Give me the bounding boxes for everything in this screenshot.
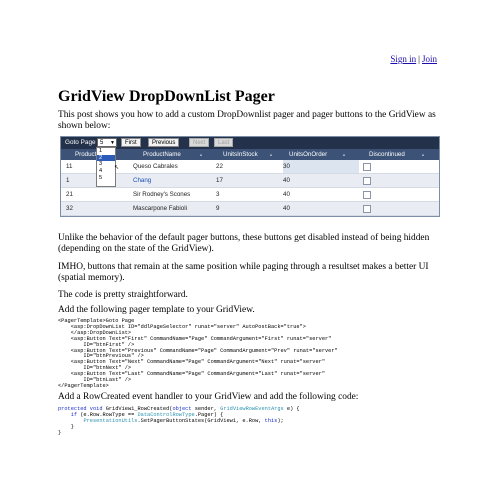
code-block-rowcreated: protected void GridView1_RowCreated(object sender, GridViewRowEventArgs e) { if (e.Row.RowType == DataControlRowType.Pager) { PresentationUtils.SetPagerButtonStates(GridView1, e.Row, this); } } [58,406,300,436]
dropdown-option[interactable]: 4 [99,168,103,175]
link-separator: | [418,54,420,64]
page-selector-value: 5 [100,140,104,146]
cell-units-in-stock: 3 [216,191,220,198]
next-button[interactable]: Next [189,138,209,147]
column-header-discontinued[interactable]: Discontinued [369,151,405,158]
highlighted-cell [283,160,359,173]
column-header-unitsinstock[interactable]: UnitsInStock [223,151,258,158]
paragraph-rowcreated: Add a RowCreated event handler to your GridView and add the following code: [58,392,359,402]
intro-paragraph: This post shows you how to add a custom DropDownlist pager and pager buttons to the GridView as shown below: [58,110,436,131]
cell-product-id: 21 [66,191,73,198]
cell-product-name[interactable]: Chang [133,177,152,184]
mouse-cursor-icon: ↖ [114,164,120,171]
cell-units-in-stock: 17 [216,177,223,184]
dropdown-option[interactable]: 1 [99,148,103,154]
cell-units-on-order: 30 [283,163,290,170]
paragraph-code-intro: The code is pretty straightforward. [58,290,188,300]
sort-icon: ▲ [342,152,346,157]
grid-pager-bar [61,137,439,149]
cell-units-on-order: 40 [283,205,290,212]
sign-in-link[interactable]: Sign in [390,54,417,64]
cell-units-on-order: 40 [283,191,290,198]
discontinued-checkbox[interactable] [363,191,371,199]
page-title: GridView DropDownList Pager [58,88,275,105]
discontinued-checkbox[interactable] [363,177,371,185]
sort-icon: ▲ [421,152,425,157]
cell-product-name: Sir Rodney's Scones [133,191,191,198]
cell-product-name: Queso Cabrales [133,163,178,170]
column-header-product[interactable]: Product [75,151,97,158]
last-button[interactable]: Last [214,138,233,147]
discontinued-checkbox[interactable] [363,163,371,171]
sort-icon: ▲ [199,152,203,157]
cell-product-id: 32 [66,205,73,212]
page-dropdown-list[interactable] [96,147,116,187]
sort-icon: ▲ [269,152,273,157]
dropdown-option[interactable]: 3 [99,161,103,168]
table-row [61,174,439,188]
first-button[interactable]: First [121,138,141,147]
chevron-down-icon: ▼ [110,140,115,146]
column-header-unitsonorder[interactable]: UnitsOnOrder [289,151,328,158]
top-links [390,54,437,64]
cell-product-name: Mascarpone Fabioli [133,205,187,212]
discontinued-checkbox[interactable] [363,205,371,213]
grid-header-row [61,149,439,160]
column-header-productname[interactable]: ProductName [143,151,181,158]
gridview-screenshot [60,136,440,217]
cell-product-id: 11 [66,163,73,170]
page-selector-dropdown[interactable] [97,138,117,147]
dropdown-option[interactable]: 5 [99,174,103,181]
join-link[interactable]: Join [421,54,437,64]
table-row [61,188,439,202]
paragraph-pager-template: Add the following pager template to your GridView. [58,305,255,315]
cell-units-in-stock: 22 [216,163,223,170]
cell-product-id: 1 [66,177,70,184]
cell-units-on-order: 40 [283,177,290,184]
cell-units-in-stock: 9 [216,205,220,212]
paragraph-behavior: Unlike the behavior of the default pager buttons, these buttons get disabled instead of being hidden (depending on the state of the GridView). [58,233,430,254]
table-row [61,202,439,216]
previous-button[interactable]: Previous [148,138,179,147]
paragraph-imho: IMHO, buttons that remain at the same position while paging through a resultset makes a better UI (spatial memory). [58,262,429,283]
goto-page-label: Goto Page [65,139,96,146]
code-block-pager-template: <PagerTemplate>Goto Page <asp:DropDownList ID="ddlPageSelector" runat="server" AutoPostBack="true"> </asp:DropDownList> <asp:Button Text="First" CommandName="Page" CommandArgument="First" runat="server" ID="btnFirst" /> <asp:Button Text="Previous" CommandName="Page" CommandArgument="Prev" runat="server" ID="btnPrevious" /> <asp:Button Text="Next" CommandName="Page" CommandArgument="Next" runat="server" ID="btnNext" /> <asp:Button Text="Last" CommandName="Page" CommandArgument="Last" runat="server" ID="btnLast" /> </PagerTemplate> [58,318,338,389]
dropdown-option-highlighted[interactable]: 2 [97,155,115,162]
